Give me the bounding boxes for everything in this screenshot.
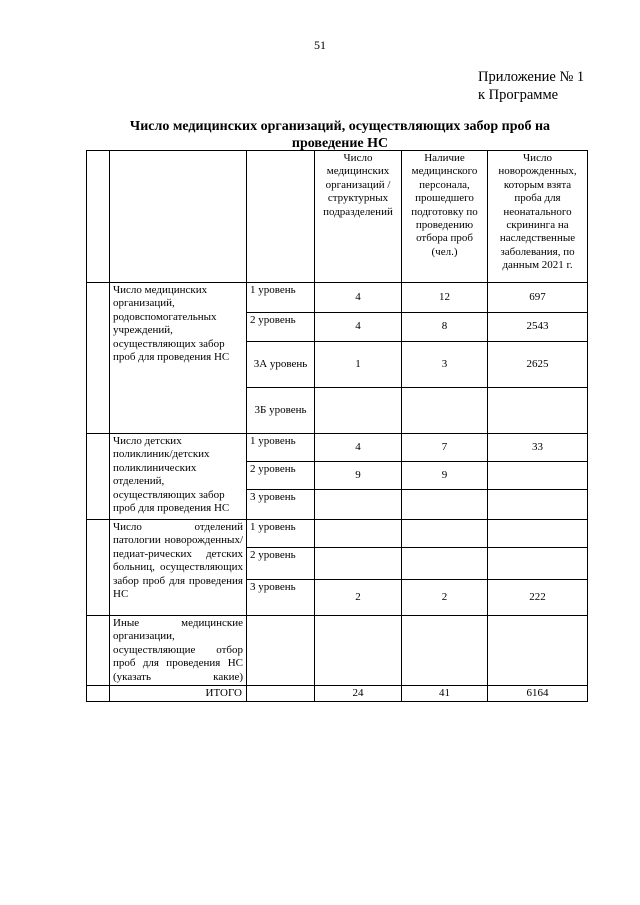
orgs-cell: 2 [315, 580, 402, 616]
level-cell: 3 уровень [247, 580, 315, 616]
level-cell: 2 уровень [247, 313, 315, 342]
data-table [86, 150, 588, 702]
orgs-cell: 1 [315, 342, 402, 388]
staff-cell: 3 [402, 342, 488, 388]
orgs-cell [315, 490, 402, 520]
header-orgs: Число медицинских организаций /структурных подразделений [315, 151, 402, 283]
newborns-cell [488, 462, 588, 490]
newborns-cell [488, 616, 588, 686]
category-neonatal-pathology: Число отделений патологии новорожденных/педиат-рических детских больниц, осуществляющих забор проб для проведения НС [110, 520, 247, 616]
orgs-cell [315, 388, 402, 434]
staff-cell: 8 [402, 313, 488, 342]
orgs-cell: 9 [315, 462, 402, 490]
level-cell: 2 уровень [247, 462, 315, 490]
newborns-cell: 2625 [488, 342, 588, 388]
orgs-cell [315, 616, 402, 686]
staff-cell [402, 548, 488, 580]
orgs-cell [315, 520, 402, 548]
orgs-cell [315, 548, 402, 580]
table-row [87, 616, 588, 686]
table-header-row [87, 151, 588, 283]
staff-cell [402, 616, 488, 686]
row-marker-cell [87, 520, 110, 616]
newborns-cell [488, 490, 588, 520]
table-row [87, 520, 588, 548]
row-marker-cell [87, 616, 110, 686]
total-level-cell [247, 686, 315, 702]
header-staff: Наличие медицинского персонала, прошедшего подготовку по проведению отбора проб (чел.) [402, 151, 488, 283]
newborns-cell [488, 520, 588, 548]
staff-cell: 2 [402, 580, 488, 616]
orgs-cell: 4 [315, 313, 402, 342]
appendix-line-2: к Программе [478, 87, 559, 103]
total-label: ИТОГО [110, 686, 247, 702]
header-cell-empty [110, 151, 247, 283]
header-cell-empty [87, 151, 110, 283]
category-maternity: Число медицинских организаций, родовспомогательных учреждений, осуществляющих забор проб для проведения НС [110, 283, 247, 434]
table-row [87, 434, 588, 462]
level-cell: 3А уровень [247, 342, 315, 388]
newborns-cell [488, 388, 588, 434]
staff-cell [402, 490, 488, 520]
table-row [87, 283, 588, 313]
row-marker-cell [87, 283, 110, 434]
level-cell: 1 уровень [247, 283, 315, 313]
newborns-cell [488, 548, 588, 580]
staff-cell: 12 [402, 283, 488, 313]
header-cell-empty [247, 151, 315, 283]
document-title [100, 118, 580, 152]
category-polyclinics: Число детских поликлиник/детских поликлинических отделений, осуществляющих забор проб для проведения НС [110, 434, 247, 520]
staff-cell: 9 [402, 462, 488, 490]
header-newborns: Число новорожденных, которым взята проба для неонатального скрининга на наследственные заболевания, по данным 2021 г. [488, 151, 588, 283]
staff-cell: 7 [402, 434, 488, 462]
newborns-cell: 222 [488, 580, 588, 616]
page-number: 51 [314, 38, 326, 52]
row-marker-cell [87, 686, 110, 702]
total-row [87, 686, 588, 702]
orgs-cell: 4 [315, 283, 402, 313]
staff-cell [402, 520, 488, 548]
document-title-line-2: проведение НС [291, 136, 389, 151]
total-staff: 41 [402, 686, 488, 702]
level-cell: 2 уровень [247, 548, 315, 580]
appendix-caption [478, 68, 584, 104]
level-cell: 1 уровень [247, 520, 315, 548]
level-cell [247, 616, 315, 686]
newborns-cell: 2543 [488, 313, 588, 342]
total-orgs: 24 [315, 686, 402, 702]
total-newborns: 6164 [488, 686, 588, 702]
staff-cell [402, 388, 488, 434]
newborns-cell: 33 [488, 434, 588, 462]
appendix-line-1: Приложение № 1 [478, 69, 585, 85]
document-title-line-1: Число медицинских организаций, осуществляющих забор проб на [129, 119, 551, 134]
category-other-orgs: Иные медицинские организации, осуществляющие отбор проб для проведения НС (указать какие) [110, 616, 247, 686]
level-cell: 1 уровень [247, 434, 315, 462]
row-marker-cell [87, 434, 110, 520]
level-cell: 3Б уровень [247, 388, 315, 434]
newborns-cell: 697 [488, 283, 588, 313]
level-cell: 3 уровень [247, 490, 315, 520]
orgs-cell: 4 [315, 434, 402, 462]
